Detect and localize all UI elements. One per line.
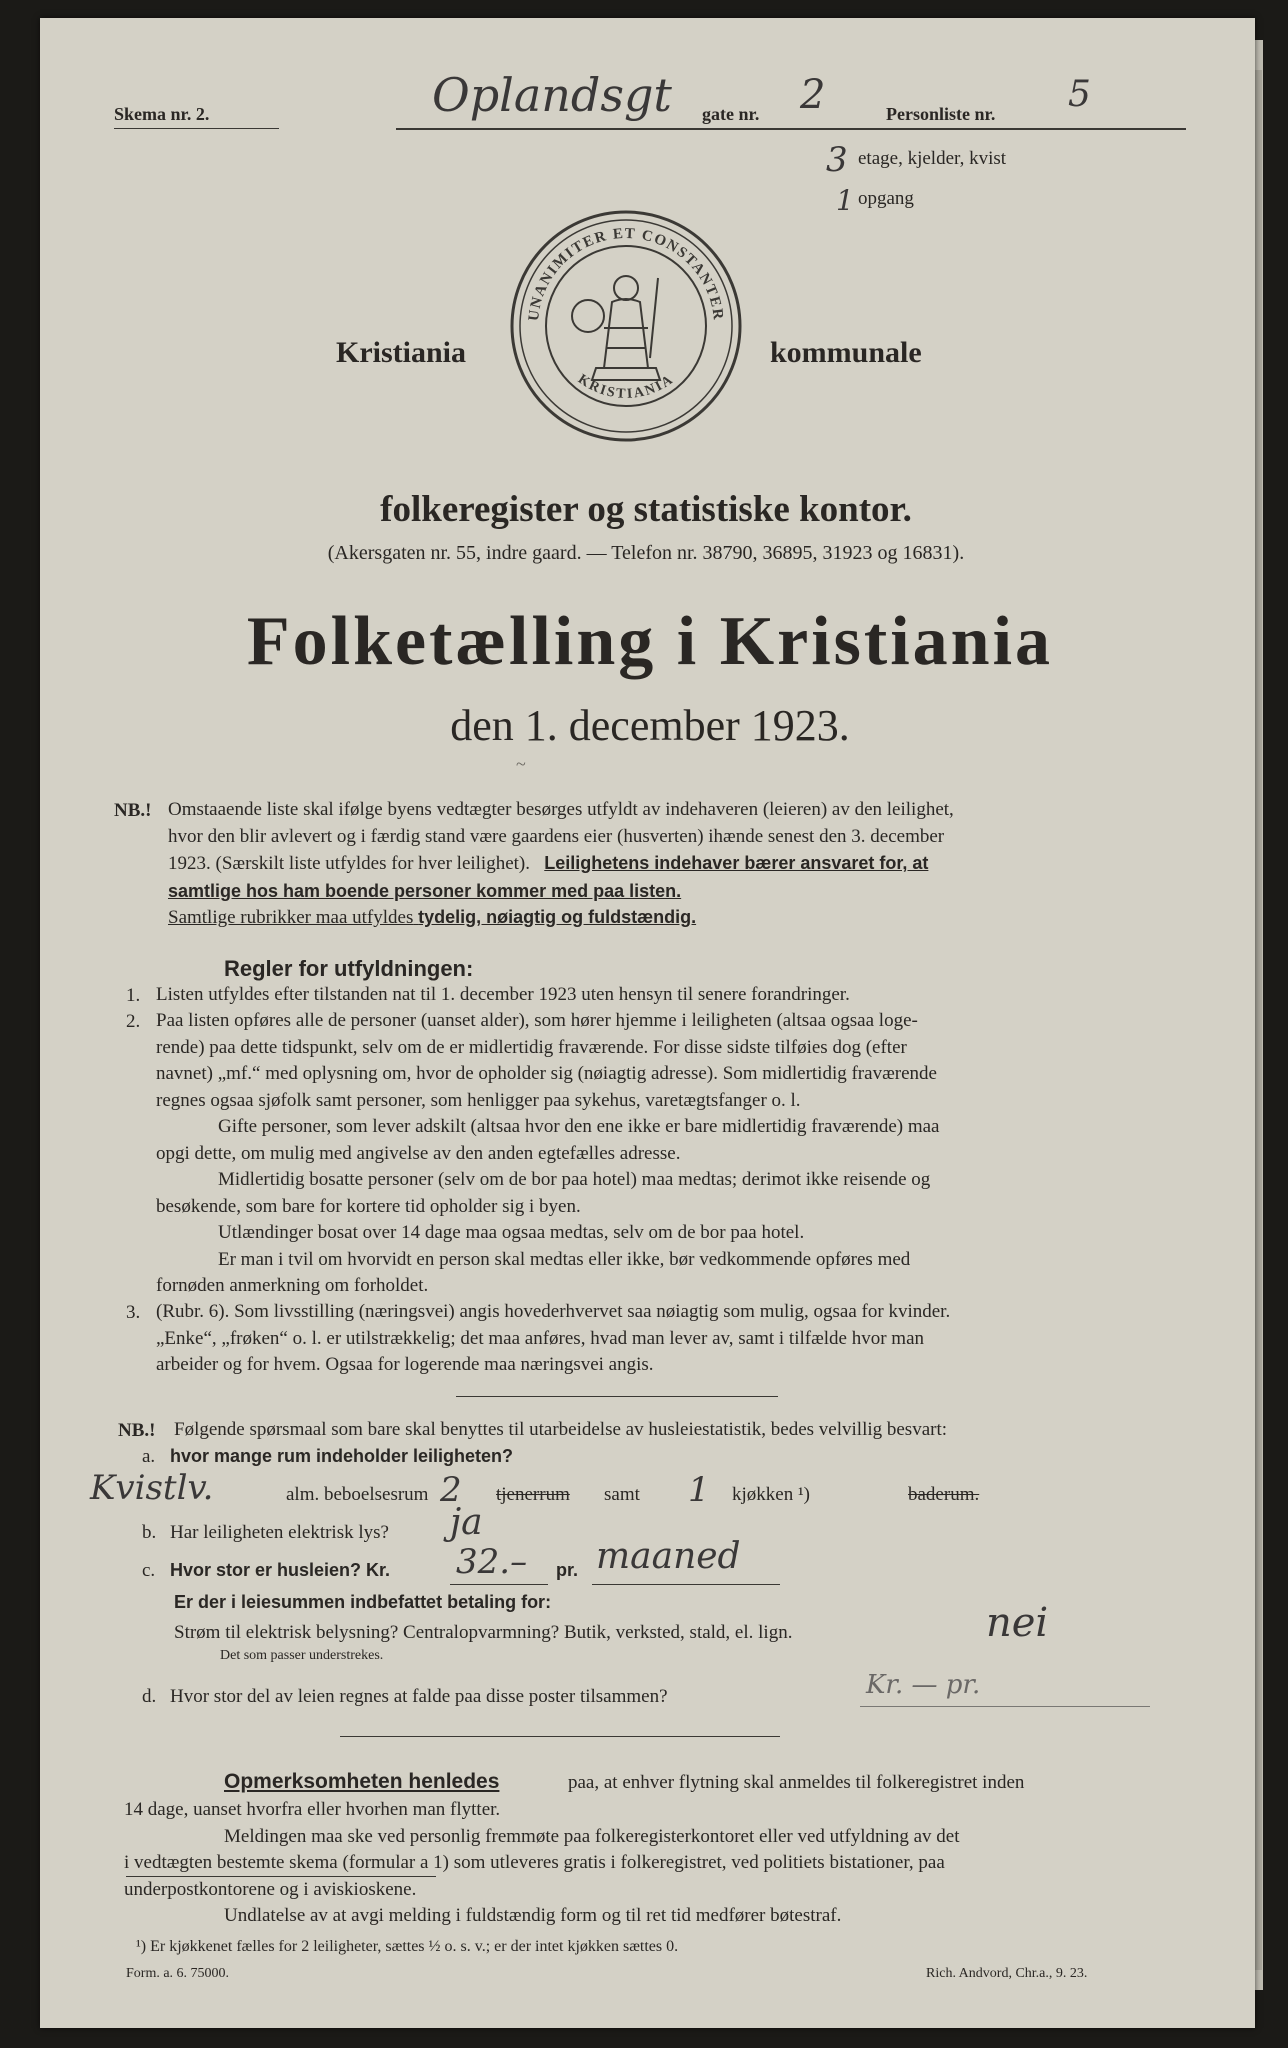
rule2-line: besøkende, som bare for kortere tid opholder sig i byen. <box>156 1195 581 1217</box>
q-c-note: Det som passer understrekes. <box>220 1648 384 1663</box>
q-a-samt: samt <box>604 1484 640 1505</box>
nb1-label: NB.! <box>114 800 152 821</box>
rule3-line: „Enke“, „frøken“ o. l. er utilstrækkelig; det maa anføres, hvad man lever av, samt i tilfælde hvor man <box>156 1327 925 1349</box>
q-c-items: Strøm til elektrisk belysning? Centralopvarmning? Butik, verksted, stald, el. lign. <box>174 1622 793 1643</box>
q-c-period-line <box>592 1584 780 1585</box>
q-c-amount-line <box>450 1584 548 1585</box>
rule2-line: Midlertidig bosatte personer (selv om de bor paa hotel) maa medtas; derimot ikke reisende og <box>218 1169 931 1190</box>
rule1-text: Listen utfyldes efter tilstanden nat til 1. december 1923 uten hensyn til senere forandringer. <box>156 984 850 1005</box>
q-d-label: d. <box>142 1686 157 1707</box>
nb1-line3a: 1923. (Særskilt liste utfyldes for hver leilighet). <box>168 853 531 874</box>
nb1-line5a: Samtlige rubrikker maa utfyldes <box>168 907 414 928</box>
q-c-amount: 32.– <box>456 1542 528 1582</box>
q-c-sub: Er der i leiesummen indbefattet betaling for: <box>174 1592 552 1612</box>
notice-line: underpostkontorene og i aviskioskene. <box>124 1878 417 1900</box>
gate-number: 2 <box>800 72 826 118</box>
nb2-intro: Følgende spørsmaal som bare skal benyttes til utarbeidelse av husleiestatistik, bedes velvillig besvart: <box>174 1419 948 1440</box>
form-number: Form. a. 6. 75000. <box>126 1966 230 1981</box>
rule2-line: Utlændinger bosat over 14 dage maa ogsaa medtas, selv om de bor paa hotel. <box>218 1222 805 1243</box>
street-name-handwritten: Oplandsgt <box>432 68 672 122</box>
notice-line: i vedtægten bestemte skema (formular a 1) som utleveres gratis i folkeregistret, ved politiets bistationer, paa <box>124 1852 945 1873</box>
q-a-label: a. <box>142 1446 156 1467</box>
svg-text:UNANIMITER ET CONSTANTER <box>526 226 726 322</box>
rule2-line: regnes ogsaa sjøfolk samt personer, som henligger paa sykehus, varetægtsfanger o. l. <box>156 1089 801 1111</box>
header-underline <box>396 128 1186 130</box>
nb1-line3 <box>168 850 1188 878</box>
q-d-question: Hvor stor del av leien regnes at falde paa disse poster tilsammen? <box>170 1686 668 1707</box>
q-d-answer: Kr. — pr. <box>866 1670 981 1700</box>
nb1-line5 <box>168 904 1188 932</box>
rule3-line: (Rubr. 6). Som livsstilling (næringsvei) angis hovederhvervet saa nøiagtig som mulig, ogsaa for kvinder. <box>156 1301 951 1322</box>
q-a-bathroom: baderum. <box>908 1484 980 1505</box>
personliste-number: 5 <box>1068 74 1091 115</box>
notice-line: Meldingen maa ske ved personlig fremmøte paa folkeregisterkontoret eller ved utfyldning av det <box>224 1825 960 1847</box>
rule2-line: Paa listen opføres alle de personer (uanset alder), som hører hjemme i leiligheten (altsaa ogsaa loge- <box>156 1010 918 1031</box>
rule2-line: fornøden anmerkning om forholdet. <box>156 1275 429 1296</box>
rules-heading: Regler for utfyldningen: <box>224 956 474 981</box>
rule2-line: opgi dette, om mulig med angivelse av den anden egtefælles adresse. <box>156 1142 681 1164</box>
q-c-label: c. <box>142 1560 156 1581</box>
rule3-line: arbeider og for hvem. Ogsaa for logerende maa næringsvei angis. <box>156 1354 654 1375</box>
rule3-number: 3. <box>126 1302 141 1323</box>
q-c-pr: pr. <box>556 1560 579 1580</box>
q-b-label: b. <box>142 1522 157 1543</box>
q-c-question: Hvor stor er husleien? Kr. <box>170 1560 391 1580</box>
gate-label: gate nr. <box>702 104 760 124</box>
office-address: (Akersgaten nr. 55, indre gaard. — Telefon nr. 38790, 36895, 31923 og 16831). <box>327 542 965 564</box>
q-a-kitchen-label: kjøkken ¹) <box>732 1484 810 1505</box>
notice-line: Undlatelse av at avgi melding i fuldstændig form og til ret tid medfører bøtestraf. <box>224 1905 842 1926</box>
q-b-answer: ja <box>450 1502 483 1543</box>
section-divider-2 <box>340 1736 780 1737</box>
office-left: Kristiania <box>336 336 467 369</box>
skema-underline <box>114 128 279 129</box>
nb1-responsibility: Leilighetens indehaver bærer ansvaret for, at <box>544 853 929 873</box>
office-right: kommunale <box>770 336 922 369</box>
notice-line1: paa, at enhver flytning skal anmeldes til folkeregistret inden <box>568 1772 1025 1793</box>
etage-label: etage, kjelder, kvist <box>858 148 1007 169</box>
nb1-line4: samtlige hos ham boende personer kommer med paa listen. <box>168 880 682 901</box>
footnote: ¹) Er kjøkkenet fælles for 2 leiligheter, sættes ½ o. s. v.; er der intet kjøkken sættes 0. <box>136 1938 679 1955</box>
q-a-rooms-value: 2 <box>440 1470 462 1510</box>
seal-bottom-text: KRISTIANIA <box>575 371 677 402</box>
etage-value: 3 <box>826 140 848 180</box>
census-form <box>40 18 1255 2028</box>
nb2-label: NB.! <box>118 1420 156 1441</box>
nb1-line5b: tydelig, nøiagtig og fuldstændig. <box>418 907 697 927</box>
personliste-label: Personliste nr. <box>886 104 996 124</box>
q-a-question: hvor mange rum indeholder leiligheten? <box>170 1446 514 1466</box>
q-a-handwritten-note: Kvistlv. <box>90 1468 214 1508</box>
section-divider <box>456 1396 778 1397</box>
page-title: Folketælling i Kristiania <box>246 603 1054 680</box>
ornament: ~ <box>516 754 526 774</box>
nb1-paragraph <box>168 797 1188 932</box>
printer-credit: Rich. Andvord, Chr.a., 9. 23. <box>926 1966 1088 1981</box>
rule3-text <box>156 1299 1186 1379</box>
opgang-label: opgang <box>858 188 914 209</box>
q-c-items-answer: nei <box>986 1600 1049 1646</box>
census-date: den 1. december 1923. <box>450 701 850 750</box>
q-c-period: maaned <box>596 1536 741 1577</box>
q-a-servant-rooms: tjenerrum <box>496 1484 570 1505</box>
notice-underline <box>126 1876 436 1877</box>
q-a-rooms-label: alm. beboelsesrum <box>286 1484 429 1505</box>
rule2-number: 2. <box>126 1011 141 1032</box>
rule2-line: Gifte personer, som lever adskilt (altsaa hvor den ene ikke er bare midlertidig fraværende) maa <box>218 1116 940 1137</box>
rule2-line: navnet) „mf.“ med oplysning om, hvor de opholder sig (nøiagtig adresse). Som midlertidig fraværende <box>156 1063 937 1084</box>
skema-label: Skema nr. 2. <box>114 104 210 124</box>
rule1-number: 1. <box>126 985 141 1006</box>
nb1-line1: Omstaaende liste skal ifølge byens vedtægter besørges utfyldt av indehaveren (leieren) av den leilighet, <box>168 799 954 820</box>
office-name: folkeregister og statistiske kontor. <box>380 489 912 530</box>
rule2-line: Er man i tvil om hvorvidt en person skal medtas eller ikke, bør vedkommende opføres med <box>218 1248 911 1270</box>
notice-line: 14 dage, uanset hvorfra eller hvorhen man flytter. <box>124 1799 501 1820</box>
nb1-line2: hvor den blir avlevert og i færdig stand være gaardens eier (husverten) ihænde senest den 3. december <box>168 825 945 847</box>
seal-ring-text: UNANIMITER ET CONSTANTER <box>525 225 727 322</box>
city-seal <box>508 208 744 444</box>
rule2-line: rende) paa dette tidspunkt, selv om de er midlertidig fraværende. For disse sidste tilføies dog (efter <box>156 1036 907 1058</box>
q-b-question: Har leiligheten elektrisk lys? <box>170 1522 389 1543</box>
opgang-value: 1 <box>836 184 854 217</box>
notice-heading: Opmerksomheten henledes <box>224 1770 500 1793</box>
q-a-kitchen-value: 1 <box>688 1470 710 1510</box>
notice-text <box>124 1797 1188 1930</box>
rule2-text <box>156 1008 1186 1300</box>
q-d-answer-line <box>860 1706 1150 1707</box>
